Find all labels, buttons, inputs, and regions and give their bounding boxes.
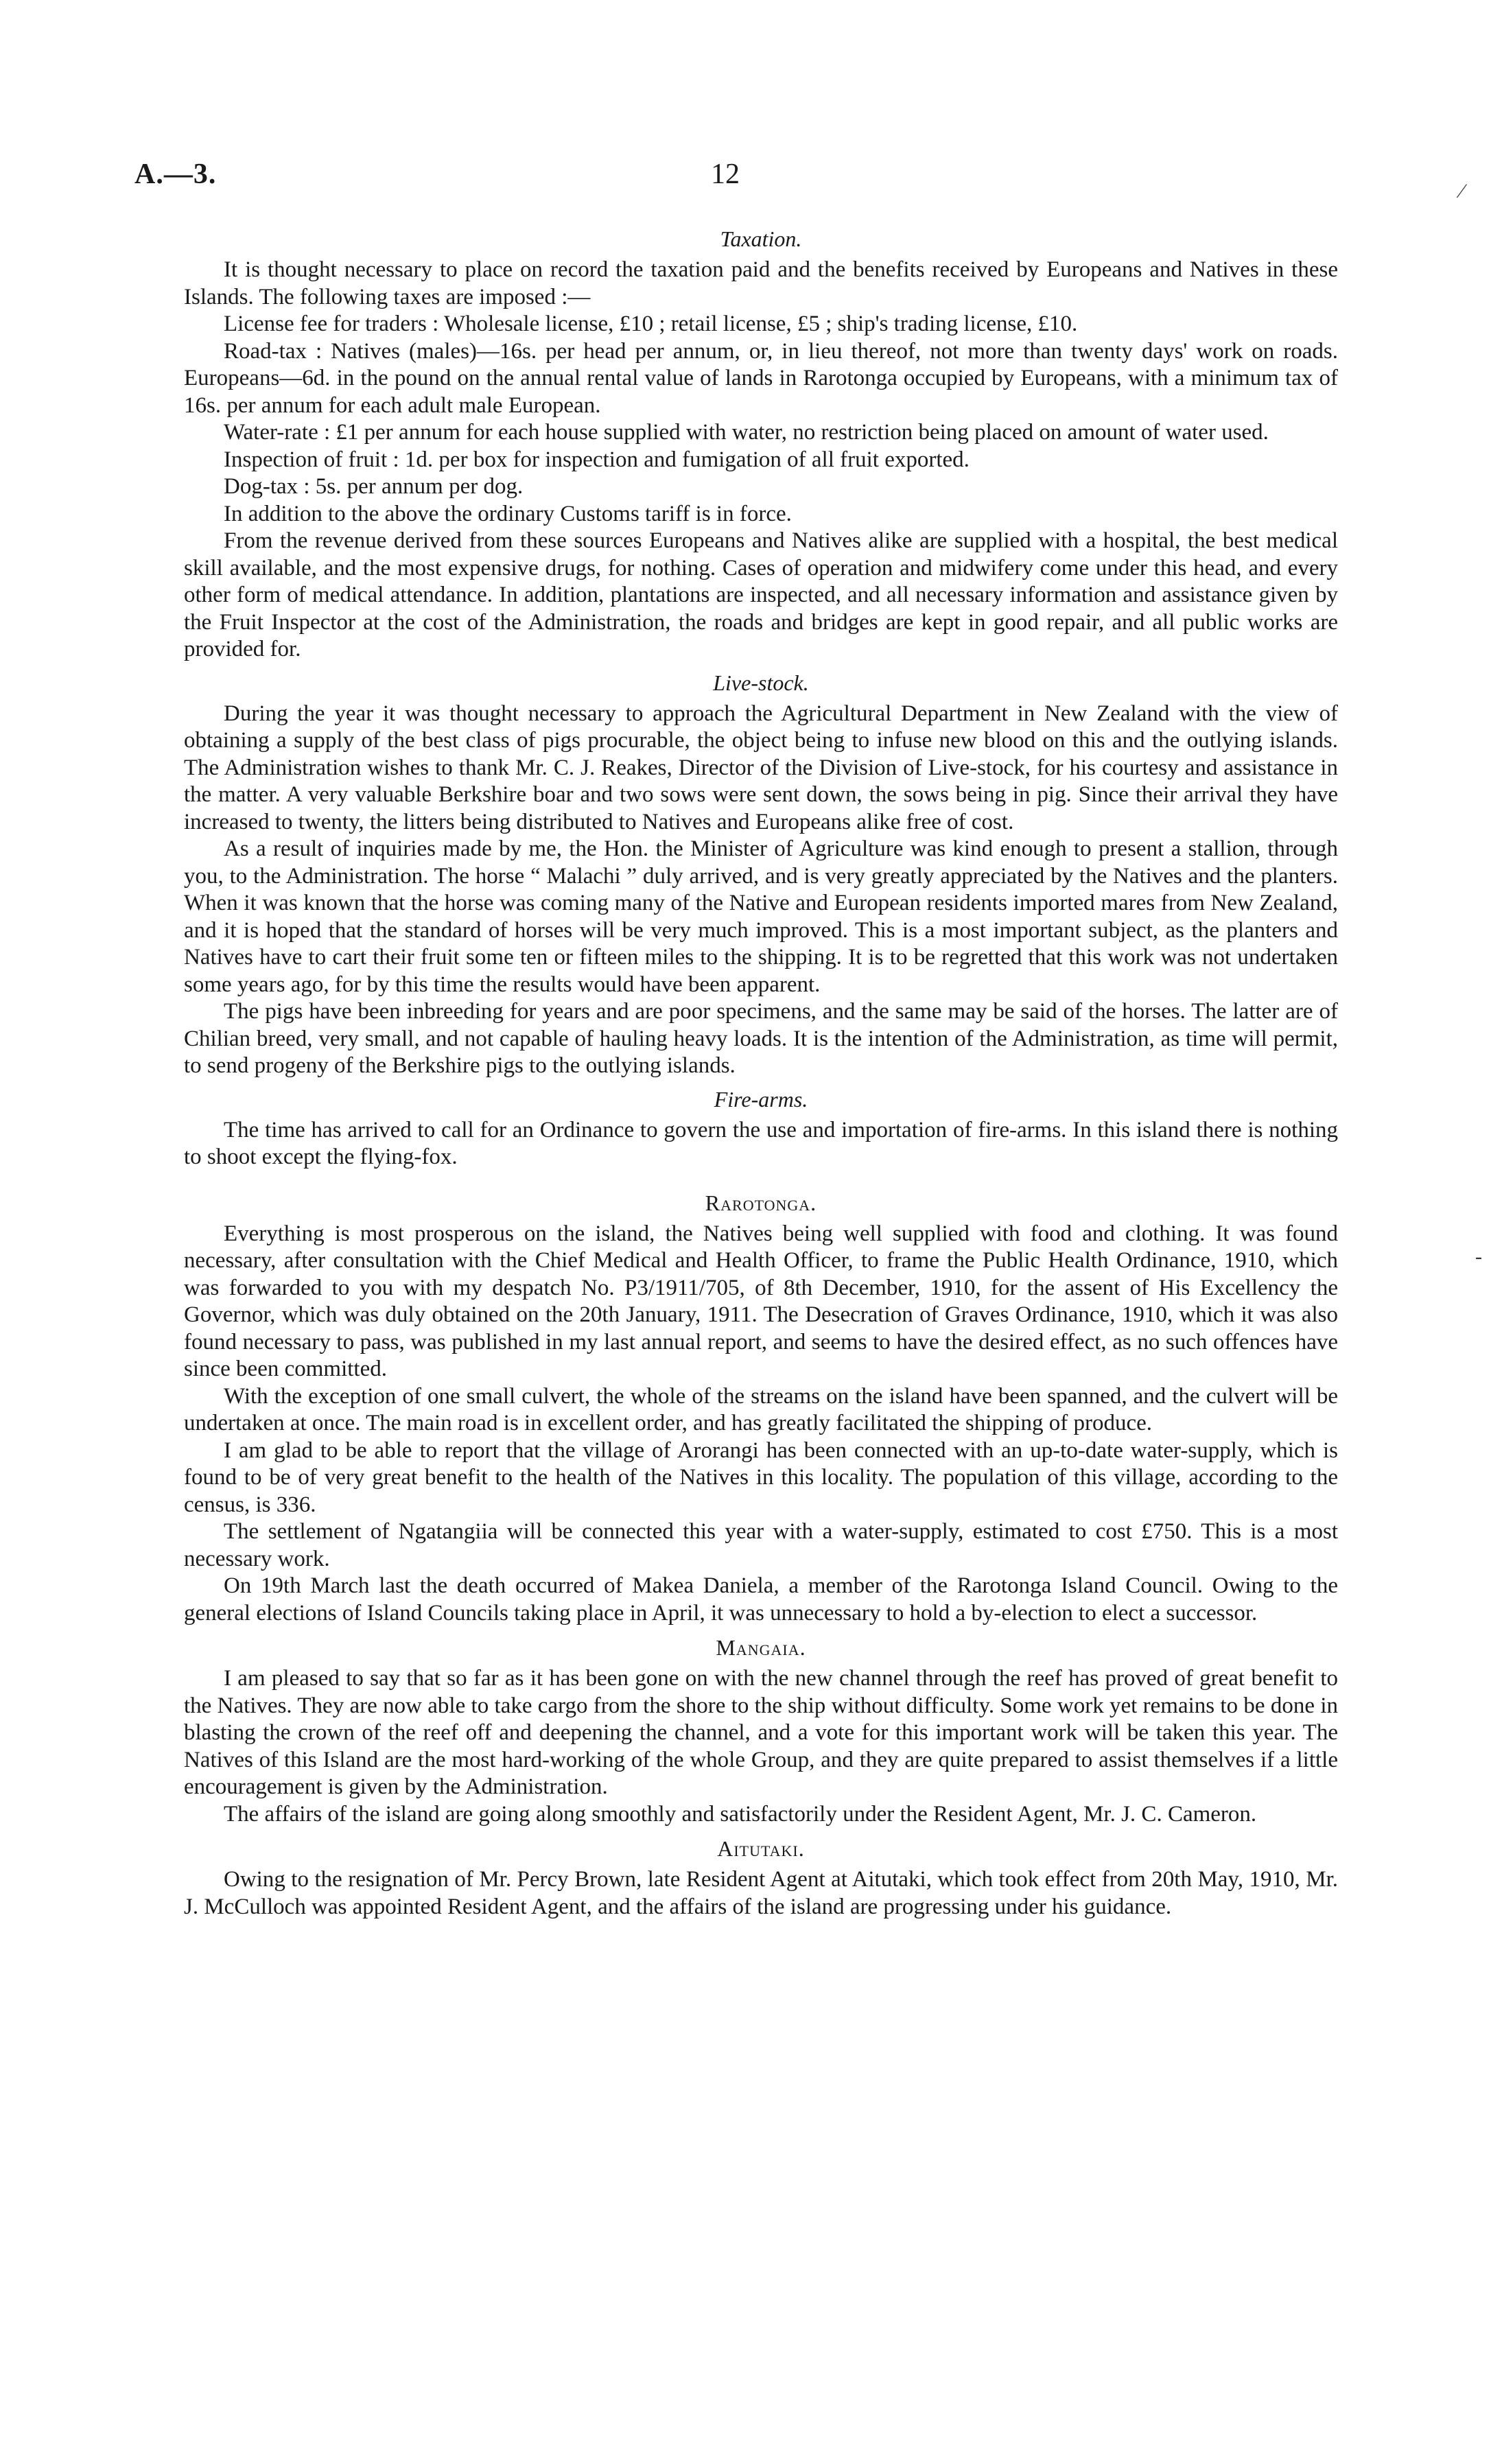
section-title: Mangaia. — [716, 1635, 806, 1660]
paragraph: With the exception of one small culvert, the whole of the streams on the island have been spanned, and the culvert will be undertaken at once. The main road is in excellent order, and has greatly facilitated the shipping of produce. — [184, 1383, 1338, 1435]
paragraph: Water-rate : £1 per annum for each house supplied with water, no restriction being placed on amount of water used. — [224, 420, 1269, 445]
paragraph: I am pleased to say that so far as it has been gone on with the new channel through the reef has proved of great benefit to the Natives. They are now able to take cargo from the shore to the ship without difficulty. Some work yet remains to be done in blasting the crown of the reef off and deepening the channel, and a vote for this important work will be taken this year. The Natives of this Island are the most hard-working of the whole Group, and they are quite prepared to assist themselves if a little encouragement is given by the Administration. — [184, 1666, 1338, 1799]
margin-mark: - — [1475, 1245, 1482, 1268]
section-rarotonga — [184, 1189, 1338, 1628]
paragraph: Inspection of fruit : 1d. per box for inspection and fumigation of all fruit exported. — [224, 447, 970, 472]
page-header — [134, 158, 1342, 206]
margin-mark: ⁄ — [1460, 180, 1464, 202]
paragraph: Road-tax : Natives (males)—16s. per head per annum, or, in lieu thereof, not more than twenty days' work on roads. Europeans—6d. in the pound on the annual rental value of lands in Rarotonga occupied by Europeans, with a minimum tax of 16s. per annum for each adult male European. — [184, 338, 1338, 418]
paragraph: I am glad to be able to report that the village of Arorangi has been connected with an up-to-date water-supply, which is found to be of very great benefit to the health of the Natives in this locality. The population of this village, according to the census, is 336. — [184, 1438, 1338, 1517]
paragraph: The settlement of Ngatangiia will be connected this year with a water-supply, estimated to cost £750. This is a most necessary work. — [184, 1519, 1338, 1571]
document-body — [184, 220, 1338, 1921]
section-title: Rarotonga. — [705, 1190, 817, 1215]
paragraph: The time has arrived to call for an Ordinance to govern the use and importation of fire-arms. In this island there is nothing to shoot except the flying-fox. — [184, 1117, 1338, 1169]
paragraph: It is thought necessary to place on record the taxation paid and the benefits received by Europeans and Natives in these Islands. The following taxes are imposed :— — [184, 257, 1338, 309]
paragraph: The affairs of the island are going along smoothly and satisfactorily under the Resident Agent, Mr. J. C. Cameron. — [224, 1801, 1257, 1827]
paragraph: In addition to the above the ordinary Customs tariff is in force. — [224, 501, 792, 526]
section-aitutaki — [184, 1835, 1338, 1921]
paragraph: Owing to the resignation of Mr. Percy Brown, late Resident Agent at Aitutaki, which took effect from 20th May, 1910, Mr. J. McCulloch was appointed Resident Agent, and the affairs of the island are progressing under his guidance. — [184, 1867, 1338, 1919]
paragraph: On 19th March last the death occurred of Makea Daniela, a member of the Rarotonga Island Council. Owing to the general elections of Island Councils taking place in April, it was unnecessary to hold a by-election to elect a successor. — [184, 1573, 1338, 1626]
paragraph: During the year it was thought necessary to approach the Agricultural Department in New Zealand with the view of obtaining a supply of the best class of pigs procurable, the object being to infuse new blood on this and the outlying islands. The Administration wishes to thank Mr. C. J. Reakes, Director of the Division of Live-stock, for his courtesy and assistance in the matter. A very valuable Berkshire boar and two sows were sent down, the sows being in pig. Since their arrival they have increased to twenty, the litters being distributed to Natives and Europeans alike free of cost. — [184, 701, 1338, 834]
paragraph: As a result of inquiries made by me, the Hon. the Minister of Agriculture was kind enough to present a stallion, through you, to the Administration. The horse “ Malachi ” duly arrived, and is very greatly appreciated by the Natives and the planters. When it was known that the horse was coming many of the Native and European residents imported mares from New Zealand, and it is hoped that the standard of horses will be very much improved. This is a most important subject, as the planters and Natives have to cart their fruit some ten or fifteen miles to the shipping. It is to be regretted that this work was not undertaken some years ago, for by this time the results would have been apparent. — [184, 836, 1338, 997]
paragraph: Everything is most prosperous on the island, the Natives being well supplied with food and clothing. It was found necessary, after consultation with the Chief Medical and Health Officer, to frame the Public Health Ordinance, 1910, which was forwarded to you with my despatch No. P3/1911/705, of 8th December, 1910, for the assent of His Excellency the Governor, which was duly obtained on the 20th January, 1911. The Desecration of Graves Ordinance, 1910, which it was also found necessary to pass, was published in my last annual report, and seems to have the desired effect, as no such offences have since been committed. — [184, 1221, 1338, 1381]
section-title: Taxation. — [720, 226, 802, 251]
section-title: Fire-arms. — [714, 1086, 808, 1112]
paragraph: From the revenue derived from these sources Europeans and Natives alike are supplied with a hospital, the best medical skill available, and the most expensive drugs, for nothing. Cases of operation and midwifery come under this head, and every other form of medical attendance. In addition, plantations are inspected, and all necessary information and assistance given by the Fruit Inspector at the cost of the Administration, the roads and bridges are kept in good repair, and all public works are provided for. — [184, 528, 1338, 661]
section-fire-arms — [184, 1086, 1338, 1171]
paragraph: Dog-tax : 5s. per annum per dog. — [224, 474, 524, 499]
document-reference: A.—3. — [134, 159, 217, 190]
paragraph: License fee for traders : Wholesale license, £10 ; retail license, £5 ; ship's trading license, £10. — [224, 312, 1078, 336]
section-live-stock — [184, 669, 1338, 1080]
section-mangaia — [184, 1634, 1338, 1828]
section-title: Live-stock. — [713, 670, 809, 695]
section-taxation — [184, 225, 1338, 664]
paragraph: The pigs have been inbreeding for years and are poor specimens, and the same may be said of the horses. The latter are of Chilian breed, very small, and not capable of hauling heavy loads. It is the intention of the Administration, as time will permit, to send progeny of the Berkshire pigs to the outlying islands. — [184, 999, 1338, 1078]
section-title: Aitutaki. — [717, 1836, 805, 1861]
page-number: 12 — [711, 159, 740, 190]
